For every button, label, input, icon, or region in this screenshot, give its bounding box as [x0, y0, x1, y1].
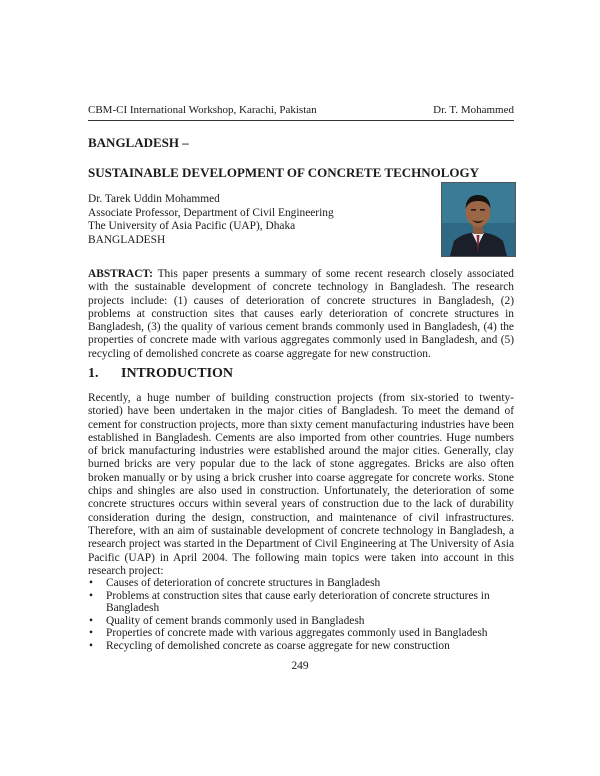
list-item — [88, 590, 514, 615]
header-rule — [88, 120, 514, 121]
header-author: Dr. T. Mohammed — [433, 104, 514, 116]
author-photo — [441, 182, 516, 257]
abstract-label: ABSTRACT: — [88, 268, 153, 280]
bullet-icon: • — [89, 577, 93, 589]
header-conference: CBM-CI International Workshop, Karachi, Pakistan — [88, 104, 317, 116]
intro-paragraph: Recently, a huge number of building construction projects (from six-storied to twenty-storied) have been undertaken in the major cities of Bangladesh. To meet the demand of cement for construction projects, more than sixty cement manufacturing industries have been established in Bangladesh. Cements are also imported from other countries. Huge numbers of brick manufacturing industries were established around the major cities. Generally, clay burned bricks are very popular due to the lack of stone aggregates. Bricks are also often broken manually or by using a brick crusher into coarse aggregate for concrete works. Stone chips and shingles are also used in construction. Unfortunately, the deterioration of some concrete structures occurs within several years of construction due to the lack of durability consideration during the design, construction, and maintenance of civil infrastructures. Therefore, with an aim of sustainable development of concrete technology in Bangladesh, a research project was started in the Department of Civil Engineering at The University of Asia Pacific (UAP) in April 2004. The following main topics were taken into account in this research project: — [88, 392, 514, 577]
section-number: 1. — [88, 366, 99, 381]
author-country: BANGLADESH — [88, 233, 166, 246]
abstract-text: This paper presents a summary of some recent research closely associated with the sustainable development of concrete technology in Bangladesh. The research projects include: (1) causes of deterioration of concrete structures in Bangladesh, (2) problems at construction sites that causes early deterioration of concrete structures in Bangladesh, (3) the quality of various cement brands commonly used in Bangladesh, (4) the properties of concrete made with various aggregates commonly used in Bangladesh, and (5) recycling of demolished concrete as coarse aggregate for new construction. — [88, 268, 514, 360]
topic-list — [88, 577, 514, 653]
list-item — [88, 627, 514, 640]
author-name: Dr. Tarek Uddin Mohammed — [88, 193, 220, 205]
list-item-text: Problems at construction sites that cause early deterioration of concrete structures in Bangladesh — [106, 589, 490, 615]
list-item-text: Causes of deterioration of concrete structures in Bangladesh — [106, 577, 381, 589]
author-position: Associate Professor, Department of Civil Engineering — [88, 206, 334, 219]
section-heading — [88, 366, 233, 382]
list-item — [88, 640, 514, 653]
bullet-icon: • — [89, 627, 93, 640]
list-item — [88, 577, 514, 590]
author-affiliation: The University of Asia Pacific (UAP), Dhaka — [88, 220, 296, 232]
list-item-text: Properties of concrete made with various aggregates commonly used in Bangladesh — [106, 627, 488, 640]
abstract-paragraph — [88, 268, 514, 361]
list-item — [88, 615, 514, 628]
page-number: 249 — [291, 660, 309, 672]
author-block — [88, 193, 334, 247]
paper-title-line-2: SUSTAINABLE DEVELOPMENT OF CONCRETE TECHNOLOGY — [88, 165, 480, 180]
paper-title-line-1: BANGLADESH – — [88, 135, 189, 150]
list-item-text: Recycling of demolished concrete as coarse aggregate for new construction — [106, 639, 450, 652]
bullet-icon: • — [89, 614, 93, 627]
bullet-icon: • — [89, 589, 93, 602]
list-item-text: Quality of cement brands commonly used in Bangladesh — [106, 614, 365, 627]
bullet-icon: • — [89, 639, 93, 652]
section-title: INTRODUCTION — [121, 366, 234, 381]
